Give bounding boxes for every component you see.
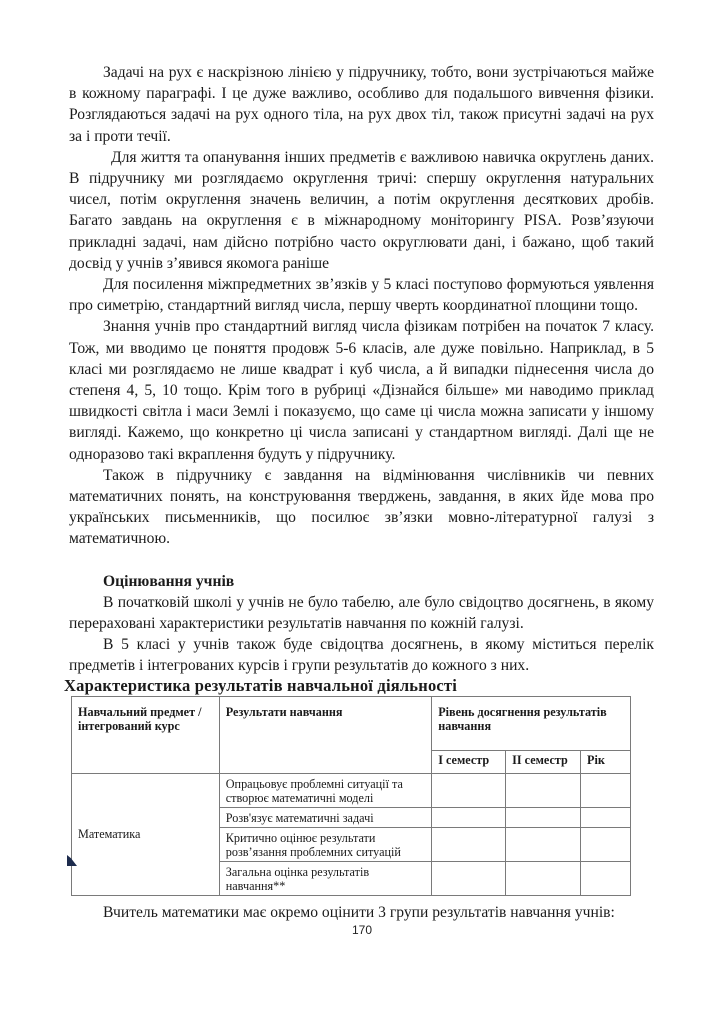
- semester-2-cell[interactable]: [506, 861, 581, 895]
- result-cell: Розв'язує математичні задачі: [219, 807, 431, 827]
- paragraph-motion-problems: Задачі на рух є наскрізною лінією у підручнику, тобто, вони зустрічаються майже в кожному параграфі. І це дуже важливо, особливо для подальшого вивчення фізики. Розглядаються задачі на рух одного тіла, на рух двох тіл, також присутні задачі на рух за і проти течії.: [69, 64, 654, 145]
- year-cell[interactable]: [581, 827, 631, 861]
- year-cell[interactable]: [581, 861, 631, 895]
- year-cell[interactable]: [581, 773, 631, 807]
- results-table: [71, 696, 631, 896]
- semester-2-cell[interactable]: [506, 773, 581, 807]
- paragraph-grade5-certificate: В 5 класі у учнів також буде свідоцтва досягнень, в якому міститься перелік предметів і інтегрованих курсів і групи результатів до кожного з них.: [69, 636, 654, 675]
- paragraph-standard-form: Знання учнів про стандартний вигляд числа фізикам потрібен на початок 7 класу. Тож, ми вводимо це поняття продовж 5-6 класів, але дуже повільно. Наприклад, в 5 класі ми розглядаємо не лише квадрат і куб числа, а й випадки піднесення числа до степеня 4, 5, 10 тощо. Крім того в рубриці «Дізнайся більше» ми наводимо приклад швидкості світла і маси Землі і показуємо, що саме ці числа можна записати у іншому вигляді. Кажемо, що конкретно ці числа записані у стандартном вигляді. Далі ще не одноразово такі вкраплення будуть у підручнику.: [69, 318, 654, 463]
- header-semester-2: ІІ семестр: [506, 750, 581, 773]
- result-cell: Загальна оцінка результатів навчання**: [219, 861, 431, 895]
- semester-1-cell[interactable]: [432, 807, 506, 827]
- semester-2-cell[interactable]: [506, 827, 581, 861]
- table-header-row: [72, 696, 631, 750]
- semester-1-cell[interactable]: [432, 827, 506, 861]
- spacer: [69, 550, 654, 571]
- header-results: Результати навчання: [219, 696, 431, 773]
- result-cell: Критично оцінює результати розв’язання проблемних ситуацій: [219, 827, 431, 861]
- semester-1-cell[interactable]: [432, 861, 506, 895]
- page-number: 170: [351, 923, 373, 937]
- paragraph-interdisciplinary: Для посилення міжпредметних зв’язків у 5 класі поступово формуються уявлення про симетрію, стандартний вигляд числа, першу чверть координатної площини тощо.: [69, 276, 654, 315]
- header-year: Рік: [581, 750, 631, 773]
- semester-1-cell[interactable]: [432, 773, 506, 807]
- paragraph-teacher-evaluation: Вчитель математики має окремо оцінити 3 групи результатів навчання учнів:: [103, 903, 615, 921]
- semester-2-cell[interactable]: [506, 807, 581, 827]
- paragraph-primary-school: В початковій школі у учнів не було табелю, але було свідоцтво досягнень, в якому перераховані характеристики результатів навчання по кожній галузі.: [69, 593, 654, 633]
- result-cell: Опрацьовує проблемні ситуації та створює математичні моделі: [219, 773, 431, 807]
- paragraph-rounding: Для життя та опанування інших предметів є важливою навичка округлень даних. В підручнику ми розглядаємо округлення тричі: спершу округлення натуральних чисел, потім округлення значень величин, а потім округлення десяткових дробів. Багато завдань на округлення є в міжнародному моніторингу PISA. Розв’язуючи прикладні задачі, нам дійсно потрібно часто округлювати дані, і бажано, щоб такий досвід у учнів з’явився якомога раніше: [69, 148, 654, 272]
- paragraph-language-links: Також в підручнику є завдання на відмінювання числівників чи певних математичних понять, на конструювання тверджень, завдання, в яких йде мова про українських письменників, що посилює зв’язки мовно-літературної галузі з математичною.: [69, 466, 654, 548]
- table-row: [72, 773, 631, 807]
- header-subject: Навчальний предмет / інтегрований курс: [72, 696, 220, 773]
- header-level: Рівень досягнення результатів навчання: [432, 696, 631, 750]
- header-semester-1: І семестр: [432, 750, 506, 773]
- subject-cell: Математика: [72, 773, 220, 895]
- year-cell[interactable]: [581, 807, 631, 827]
- section-heading: Оцінювання учнів: [103, 572, 235, 590]
- document-page: [64, 62, 654, 923]
- table-title: Характеристика результатів навчальної діяльності: [64, 675, 458, 695]
